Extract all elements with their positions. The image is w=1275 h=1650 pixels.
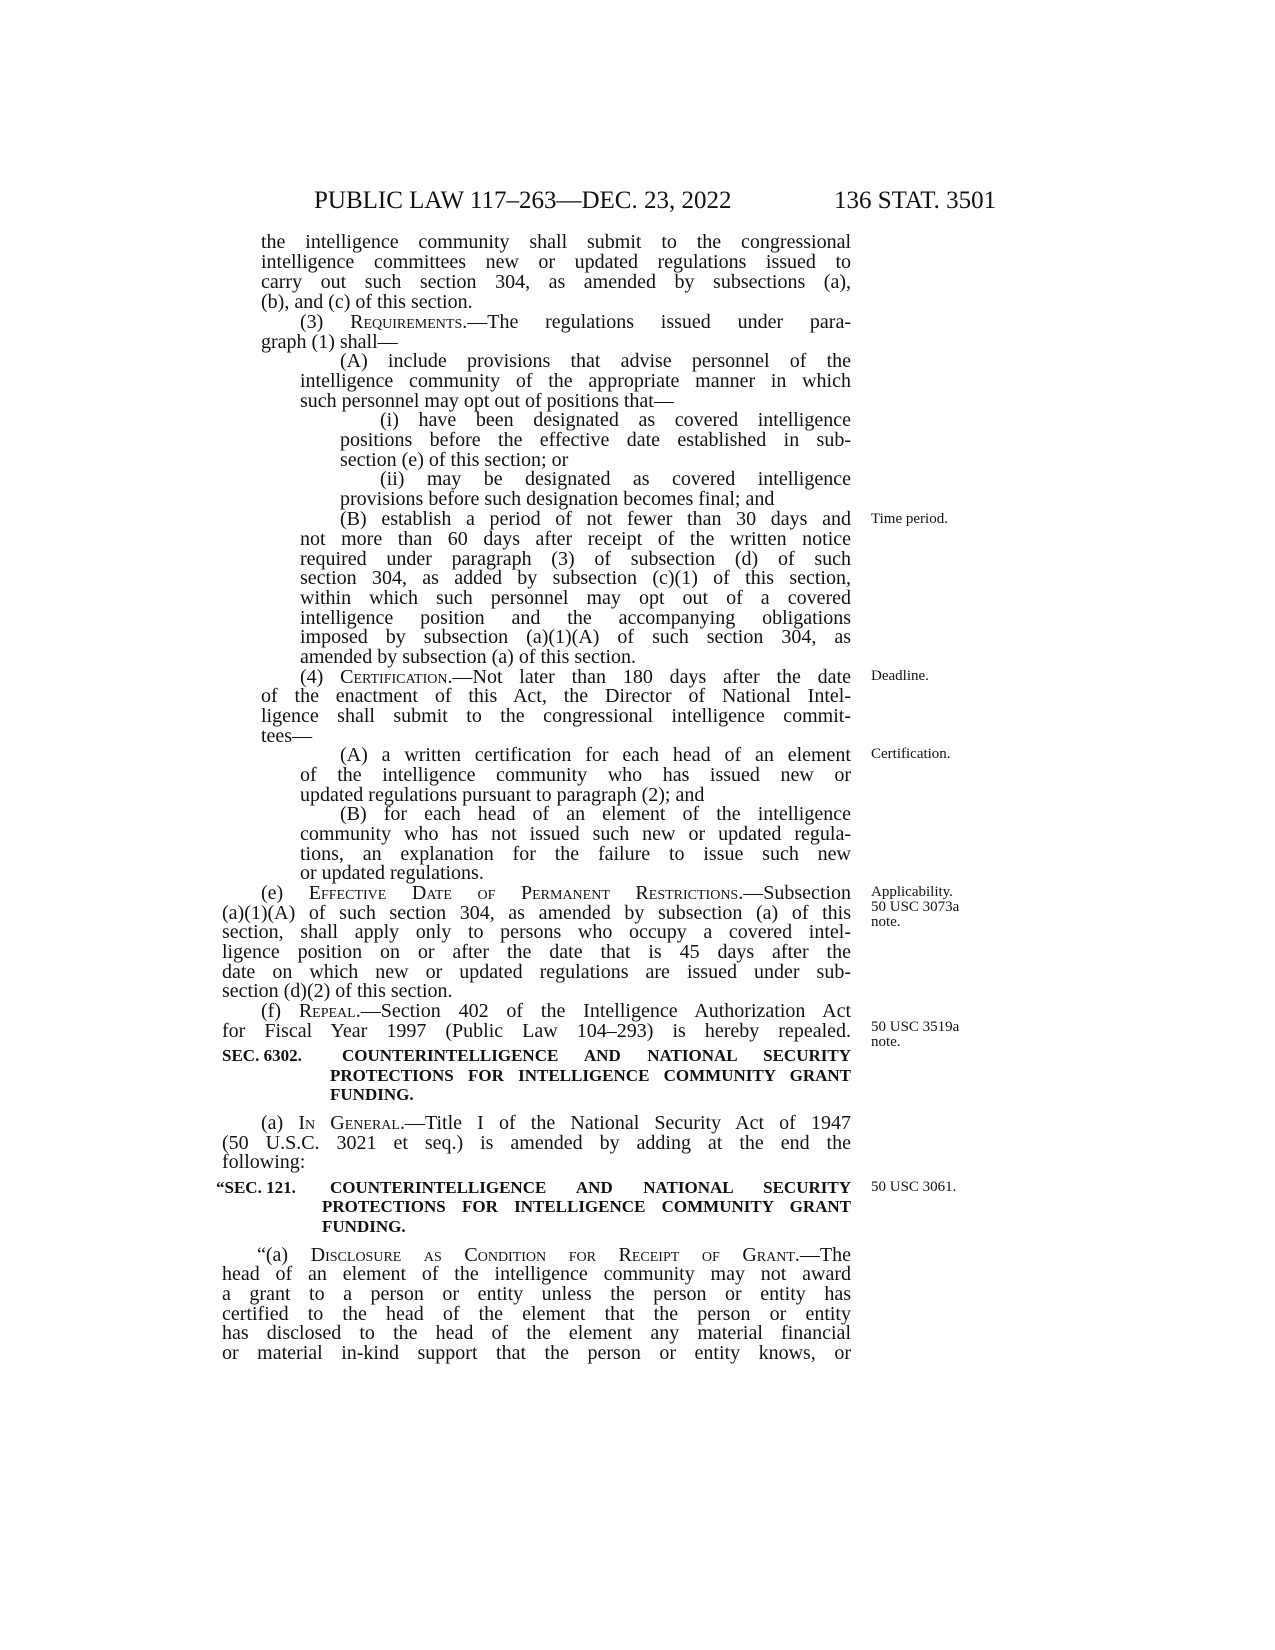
- text-line: (i) have been designated as covered intelligence: [380, 409, 851, 431]
- text-line: section (d)(2) of this section.: [222, 980, 453, 1002]
- margin-note-usc: 50 USC 3519a: [871, 1019, 960, 1035]
- text-line: certified to the head of the element that the person or entity: [222, 1303, 851, 1325]
- text-line: intelligence position and the accompanying obligations: [300, 607, 851, 629]
- section-label: SEC. 6302.: [222, 1046, 302, 1065]
- text-line: head of an element of the intelligence community may not award: [222, 1263, 851, 1285]
- section-title: FUNDING.: [330, 1085, 414, 1104]
- text-line: of the enactment of this Act, the Director of National Intel-: [261, 685, 851, 707]
- section-title: PROTECTIONS FOR INTELLIGENCE COMMUNITY GRANT: [330, 1066, 851, 1085]
- section-title: COUNTERINTELLIGENCE AND NATIONAL SECURITY: [330, 1178, 851, 1197]
- text-line: updated regulations pursuant to paragraph (2); and: [300, 784, 705, 806]
- section-title: COUNTERINTELLIGENCE AND NATIONAL SECURITY: [342, 1046, 851, 1065]
- text-line: or updated regulations.: [300, 862, 484, 884]
- text-line: imposed by subsection (a)(1)(A) of such section 304, as: [300, 626, 851, 648]
- text-line: amended by subsection (a) of this section.: [300, 646, 637, 668]
- subsection-a-first-line: (a) In General.—Title I of the National Security Act of 1947: [261, 1112, 851, 1134]
- text-line: graph (1) shall—: [261, 331, 398, 353]
- margin-note-usc: 50 USC 3061.: [871, 1179, 957, 1195]
- text-line: provisions before such designation becomes final; and: [340, 488, 775, 510]
- text-line: required under paragraph (3) of subsection (d) of such: [300, 548, 851, 570]
- text-line: section 304, as added by subsection (c)(1) of this section,: [300, 567, 851, 589]
- margin-note-note: note.: [871, 914, 901, 930]
- margin-note-certification: Certification.: [871, 746, 951, 762]
- text-line: carry out such section 304, as amended by subsections (a),: [261, 271, 851, 293]
- paragraph-heading: In General: [298, 1112, 400, 1134]
- text-line: such personnel may opt out of positions that—: [300, 390, 674, 412]
- disclosure-first-line: “(a) Disclosure as Condition for Receipt of Grant.—The: [257, 1244, 851, 1266]
- text-line: (b), and (c) of this section.: [261, 291, 473, 313]
- text-line: intelligence committees new or updated regulations issued to: [261, 251, 851, 273]
- text-line: within which such personnel may opt out of a covered: [300, 587, 851, 609]
- paragraph-heading: Certification: [340, 666, 448, 688]
- text-line: community who has not issued such new or updated regula-: [300, 823, 851, 845]
- paragraph-heading: Repeal: [298, 1000, 356, 1022]
- margin-note-deadline: Deadline.: [871, 668, 929, 684]
- text-line: following:: [222, 1151, 306, 1173]
- text-line: positions before the effective date established in sub-: [340, 429, 851, 451]
- text-line: tees—: [261, 725, 313, 747]
- text-line: tions, an explanation for the failure to issue such new: [300, 843, 851, 865]
- margin-note-note: note.: [871, 1034, 901, 1050]
- margin-note-applicability: Applicability.: [871, 884, 953, 900]
- text-line: (B) for each head of an element of the intelligence: [340, 803, 851, 825]
- section-title: FUNDING.: [322, 1217, 406, 1236]
- text-line: (B) establish a period of not fewer than 30 days and: [340, 508, 851, 530]
- text-line: the intelligence community shall submit to the congressional: [261, 231, 851, 253]
- text-line: section (e) of this section; or: [340, 449, 569, 471]
- subsection-e-first-line: (e) Effective Date of Permanent Restrictions.—Subsection: [261, 882, 851, 904]
- margin-note-usc: 50 USC 3073a: [871, 899, 960, 915]
- running-header-title: PUBLIC LAW 117–263—DEC. 23, 2022: [314, 187, 732, 214]
- paragraph-heading: Effective Date of Permanent Restrictions: [308, 882, 739, 904]
- text-line: ligence shall submit to the congressional intelligence commit-: [261, 705, 851, 727]
- text-line: date on which new or updated regulations are issued under sub-: [222, 961, 851, 983]
- paragraph-4-first-line: (4) Certification.—Not later than 180 days after the date: [300, 666, 851, 688]
- text-line: ligence position on or after the date that is 45 days after the: [222, 941, 851, 963]
- text-line: has disclosed to the head of the element any material financial: [222, 1322, 851, 1344]
- margin-note-time-period: Time period.: [871, 511, 948, 527]
- text-line: for Fiscal Year 1997 (Public Law 104–293) is hereby repealed.: [222, 1020, 851, 1042]
- text-line: not more than 60 days after receipt of the written notice: [300, 528, 851, 550]
- text-line: a grant to a person or entity unless the person or entity has: [222, 1283, 851, 1305]
- text-line: (ii) may be designated as covered intelligence: [380, 468, 851, 490]
- section-label: “SEC. 121.: [216, 1178, 296, 1197]
- subsection-f-first-line: (f) Repeal.—Section 402 of the Intelligence Authorization Act: [261, 1000, 852, 1022]
- text-line: section, shall apply only to persons who occupy a covered intel-: [222, 921, 851, 943]
- text-line: intelligence community of the appropriate manner in which: [300, 370, 851, 392]
- section-title: PROTECTIONS FOR INTELLIGENCE COMMUNITY GRANT: [322, 1197, 851, 1216]
- text-line: (A) include provisions that advise personnel of the: [340, 350, 851, 372]
- paragraph-heading: Requirements: [350, 311, 463, 333]
- text-line: (a)(1)(A) of such section 304, as amended by subsection (a) of this: [222, 902, 851, 924]
- page-number: 136 STAT. 3501: [834, 187, 997, 214]
- text-line: or material in-kind support that the person or entity knows, or: [222, 1342, 851, 1364]
- text-line: (50 U.S.C. 3021 et seq.) is amended by adding at the end the: [222, 1132, 851, 1154]
- paragraph-3-first-line: (3) Requirements.—The regulations issued under para-: [300, 311, 851, 333]
- paragraph-heading: Disclosure as Condition for Receipt of Grant: [310, 1244, 795, 1266]
- text-line: of the intelligence community who has issued new or: [300, 764, 851, 786]
- text-line: (A) a written certification for each head of an element: [340, 744, 851, 766]
